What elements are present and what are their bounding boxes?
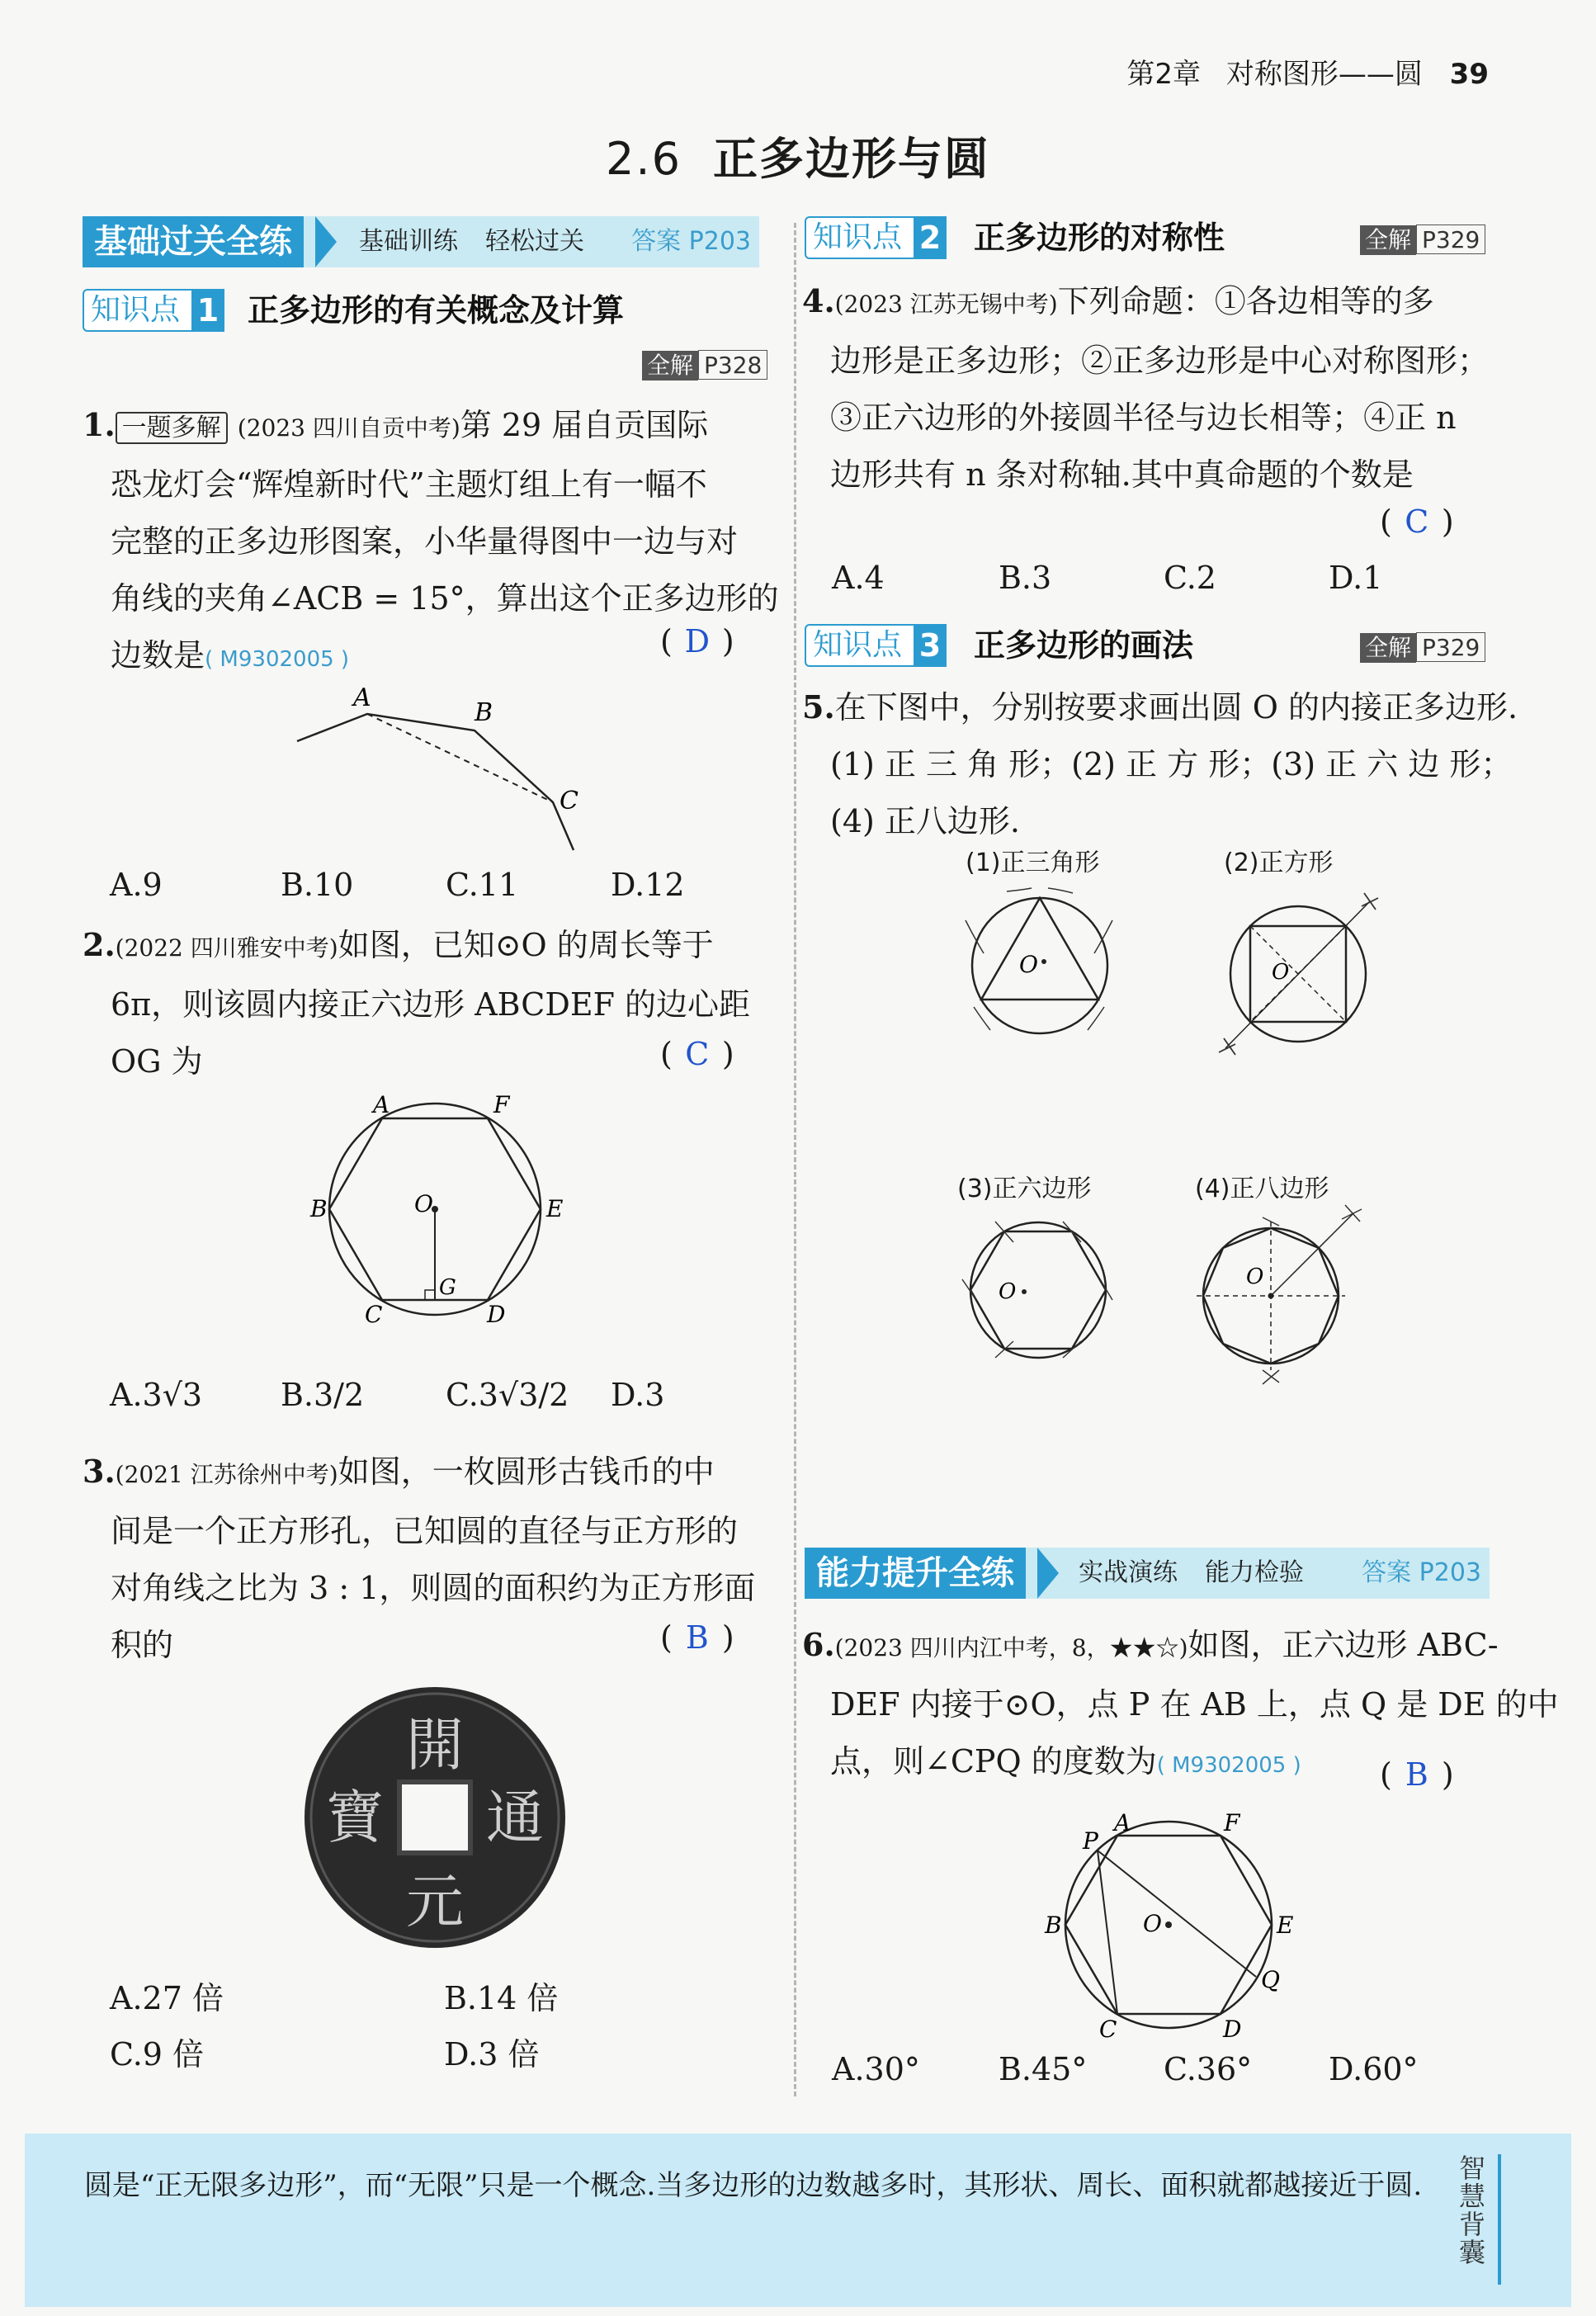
- label-o: O: [1272, 960, 1290, 985]
- center-point: [1041, 959, 1046, 964]
- label-e: E: [546, 1195, 564, 1222]
- q-text: 积的: [111, 1627, 174, 1663]
- full-solution-page: P328: [698, 350, 767, 380]
- full-solution-ref-2[interactable]: [1360, 225, 1485, 254]
- triangle: [981, 898, 1098, 1000]
- q-text: 6π，则该圆内接正六边形 ABCDEF 的边心距: [111, 986, 751, 1023]
- basic-practice-banner: [83, 216, 759, 267]
- kp-title: 正多边形的画法: [974, 627, 1194, 664]
- ability-practice-banner: [805, 1548, 1490, 1599]
- answer-page-ref[interactable]: 答案 P203: [631, 227, 751, 256]
- full-solution-label: 全解: [1360, 225, 1416, 255]
- resource-code[interactable]: ( M9302005 ): [205, 647, 350, 672]
- q1-option-b[interactable]: B.10: [281, 867, 354, 903]
- kp-title: 正多边形的有关概念及计算: [248, 292, 625, 328]
- q4-option-d[interactable]: D.1: [1329, 560, 1383, 596]
- banner-sub1: 基础训练: [359, 227, 458, 256]
- ancient-coin-image: [299, 1684, 571, 1948]
- q-number: 5.: [802, 688, 835, 726]
- q4-answer: ( C ): [1380, 503, 1454, 540]
- knowledge-point-1: [83, 289, 759, 332]
- label-o: O: [1019, 951, 1038, 978]
- q2-option-a[interactable]: A.3√3: [110, 1377, 203, 1413]
- q6-option-c[interactable]: C.36°: [1164, 2051, 1253, 2087]
- q4-option-c[interactable]: C.2: [1164, 560, 1216, 596]
- section-title-text: 正多边形与圆: [712, 133, 990, 185]
- kp-label: 知识点: [83, 289, 223, 332]
- q-text: 边形是正多边形；②正多边形是中心对称图形；: [830, 343, 1490, 379]
- q2-option-d[interactable]: D.3: [611, 1377, 665, 1413]
- answer-letter: C: [685, 1036, 710, 1072]
- banner-sub2: 能力检验: [1205, 1558, 1304, 1587]
- label-c: C: [365, 1301, 383, 1328]
- label-d: D: [487, 1301, 506, 1328]
- q-source: (2023 江苏无锡中考): [834, 291, 1058, 318]
- square-hole: [399, 1782, 470, 1853]
- label-a: A: [353, 685, 371, 712]
- full-solution-page: P329: [1416, 225, 1485, 254]
- q-source: (2021 江苏徐州中考): [115, 1461, 338, 1488]
- q-text: 间是一个正方形孔，已知圆的直径与正方形的: [111, 1513, 739, 1549]
- full-solution-ref-3[interactable]: [1360, 632, 1485, 662]
- section-number: 2.6: [606, 133, 682, 185]
- circle-o: [970, 1222, 1106, 1358]
- answer-letter: B: [1405, 1756, 1428, 1793]
- fig-label-hexagon: (3)正六边形: [957, 1175, 1092, 1203]
- coin-char-top: 開: [406, 1711, 464, 1779]
- q3-option-b[interactable]: B.14 倍: [444, 1980, 559, 2016]
- tip-side-label: 智慧背囊: [1458, 2153, 1485, 2268]
- coin-char-bottom: 元: [406, 1868, 464, 1936]
- banner-tag: 能力提升全练: [805, 1548, 1026, 1599]
- fig-label-triangle: (1)正三角形: [966, 848, 1100, 877]
- full-solution-label: 全解: [1360, 633, 1416, 663]
- q4-option-a[interactable]: A.4: [832, 560, 885, 596]
- fig-inscribed-octagon: [1180, 1201, 1386, 1399]
- construction-marks: [962, 1222, 1112, 1358]
- coin-char-left: 寶: [326, 1784, 384, 1851]
- fig-inscribed-triangle: [949, 875, 1131, 1056]
- answer-letter: C: [1405, 503, 1429, 540]
- q-text: 边数是: [111, 637, 205, 674]
- multi-solution-tag: 一题多解: [116, 412, 228, 444]
- question-4: [802, 272, 1495, 503]
- label-q: Q: [1261, 1966, 1280, 1993]
- q-text: 如图，一枚圆形古钱币的中: [338, 1453, 715, 1490]
- segment-pq: [1098, 1850, 1256, 1977]
- circle-o: [972, 898, 1107, 1033]
- q2-figure: [305, 1089, 578, 1329]
- label-c: C: [560, 787, 578, 815]
- q-text: DEF 内接于⊙O，点 P 在 AB 上，点 Q 是 DE 的中: [830, 1686, 1559, 1723]
- question-5: [802, 678, 1518, 850]
- tip-side-bar: [1498, 2154, 1501, 2285]
- hidden: [1117, 1977, 1256, 2014]
- polygon-edges: [297, 714, 574, 850]
- label-p: P: [1083, 1827, 1098, 1855]
- q6-option-a[interactable]: A.30°: [832, 2051, 920, 2087]
- center-point: [1165, 1921, 1172, 1928]
- q-text: 如图，正六边形 ABC-: [1188, 1627, 1499, 1663]
- bisector-line: [1271, 1213, 1353, 1296]
- q-text: (4) 正八边形.: [830, 803, 1020, 839]
- q6-option-d[interactable]: D.60°: [1329, 2051, 1419, 2087]
- banner-arrow-icon: [315, 216, 337, 267]
- q1-option-d[interactable]: D.12: [611, 867, 685, 903]
- banner-sub1: 实战演练: [1079, 1558, 1178, 1587]
- q-source: (2023 四川自贡中考): [237, 414, 460, 442]
- q-text: 如图，已知⊙O 的周长等于: [338, 927, 714, 963]
- q6-figure: [1040, 1808, 1312, 2047]
- q2-answer: ( C ): [660, 1036, 734, 1072]
- center-point: [1268, 1293, 1274, 1299]
- full-solution-ref-1[interactable]: [642, 350, 767, 380]
- fig-label-octagon: (4)正八边形: [1195, 1175, 1329, 1203]
- label-f: F: [493, 1091, 510, 1118]
- label-g: G: [439, 1275, 456, 1300]
- q-text: (1) 正 三 角 形；(2) 正 方 形；(3) 正 六 边 形；: [830, 746, 1513, 782]
- tip-text: 圆是“正无限多边形”，而“无限”只是一个概念.当多边形的边数越多时，其形状、周长、面积就都越接近于圆.: [84, 2169, 1423, 2202]
- section-title: [0, 124, 1596, 187]
- wisdom-tip-box: [25, 2134, 1571, 2307]
- q-text: 角线的夹角∠ACB = 15°，算出这个正多边形的: [111, 580, 779, 617]
- answer-page-ref[interactable]: 答案 P203: [1362, 1558, 1481, 1587]
- full-solution-page: P329: [1416, 632, 1485, 662]
- q3-answer: ( B ): [660, 1619, 734, 1656]
- kp-title: 正多边形的对称性: [974, 220, 1225, 256]
- kp-number: 3: [914, 624, 947, 667]
- segment-pc: [1098, 1850, 1117, 2014]
- column-divider: [794, 223, 796, 2096]
- q-text: 在下图中，分别按要求画出圆 O 的内接正多边形.: [834, 689, 1518, 726]
- q3-option-a[interactable]: A.27 倍: [110, 1980, 224, 2016]
- right-angle-mark: [425, 1290, 435, 1300]
- q-text: 点，则∠CPQ 的度数为: [830, 1743, 1157, 1780]
- label-b: B: [475, 698, 493, 727]
- hexagon: [970, 1231, 1106, 1349]
- q-source: (2023 四川内江中考，8，★★☆): [834, 1634, 1188, 1661]
- coin-char-right: 通: [486, 1784, 544, 1851]
- q1-answer: ( D ): [660, 623, 734, 659]
- q-number: 2.: [83, 926, 116, 963]
- resource-code[interactable]: ( M9302005 ): [1156, 1753, 1301, 1778]
- chapter-title: 对称图形——圆: [1225, 58, 1423, 91]
- label-c: C: [1099, 2016, 1117, 2043]
- q-text: 对角线之比为 3 : 1，则圆的面积约为正方形面: [111, 1570, 756, 1606]
- q-number: 1.: [83, 406, 116, 443]
- q-text: 完整的正多边形图案，小华量得图中一边与对: [111, 523, 739, 560]
- full-solution-label: 全解: [642, 351, 698, 380]
- q6-answer: ( B ): [1380, 1756, 1454, 1793]
- kp-number: 1: [191, 289, 224, 332]
- kp-number: 2: [914, 216, 947, 259]
- fig-label-square: (2)正方形: [1224, 848, 1334, 877]
- answer-letter: D: [684, 623, 711, 659]
- q1-option-a[interactable]: A.9: [110, 867, 163, 903]
- q-source: (2022 四川雅安中考): [115, 934, 338, 962]
- label-a: A: [1114, 1809, 1131, 1836]
- fig-inscribed-hexagon: [947, 1201, 1129, 1383]
- q-number: 6.: [802, 1626, 835, 1663]
- label-o: O: [999, 1279, 1017, 1304]
- q-text: 边形共有 n 条对称轴.其中真命题的个数是: [830, 456, 1414, 493]
- kp-label: 知识点: [805, 624, 945, 667]
- kp-label: 知识点: [805, 216, 945, 259]
- q-number: 4.: [802, 282, 835, 319]
- q-text: 下列命题：①各边相等的多: [1057, 283, 1434, 319]
- q-text: 第 29 届自贡国际: [460, 407, 709, 443]
- banner-sub2: 轻松过关: [485, 227, 584, 256]
- q-text: OG 为: [111, 1043, 203, 1080]
- label-e: E: [1277, 1912, 1294, 1939]
- banner-tag: 基础过关全练: [83, 216, 304, 267]
- q6-option-b[interactable]: B.45°: [999, 2051, 1088, 2087]
- q4-option-b[interactable]: B.3: [999, 560, 1052, 596]
- q1-figure: [281, 685, 594, 858]
- page-number: 39: [1449, 58, 1489, 91]
- banner-arrow-icon: [1037, 1548, 1059, 1599]
- bisector-line: [1225, 901, 1370, 1048]
- q-text: 恐龙灯会“辉煌新时代”主题灯组上有一幅不: [111, 466, 707, 503]
- answer-letter: B: [685, 1619, 709, 1656]
- label-b: B: [310, 1195, 328, 1222]
- q-text: ③正六边形的外接圆半径与边长相等；④正 n: [830, 399, 1457, 436]
- label-o: O: [414, 1190, 433, 1217]
- label-b: B: [1045, 1912, 1062, 1939]
- q1-option-c[interactable]: C.11: [446, 867, 519, 903]
- q3-option-c[interactable]: C.9 倍: [110, 2036, 205, 2073]
- fig-inscribed-square: [1201, 875, 1407, 1065]
- page-header: [1126, 51, 1489, 92]
- q-number: 3.: [83, 1453, 116, 1490]
- q2-option-c[interactable]: C.3√3/2: [446, 1377, 569, 1413]
- label-a: A: [373, 1091, 390, 1118]
- q3-option-d[interactable]: D.3 倍: [444, 2036, 540, 2073]
- label-d: D: [1223, 2016, 1242, 2043]
- center-point: [1022, 1289, 1027, 1294]
- q2-option-b[interactable]: B.3/2: [281, 1377, 365, 1413]
- label-o: O: [1143, 1910, 1162, 1937]
- chapter-number: 第2章: [1126, 58, 1202, 91]
- label-f: F: [1224, 1809, 1240, 1836]
- label-o: O: [1246, 1264, 1264, 1289]
